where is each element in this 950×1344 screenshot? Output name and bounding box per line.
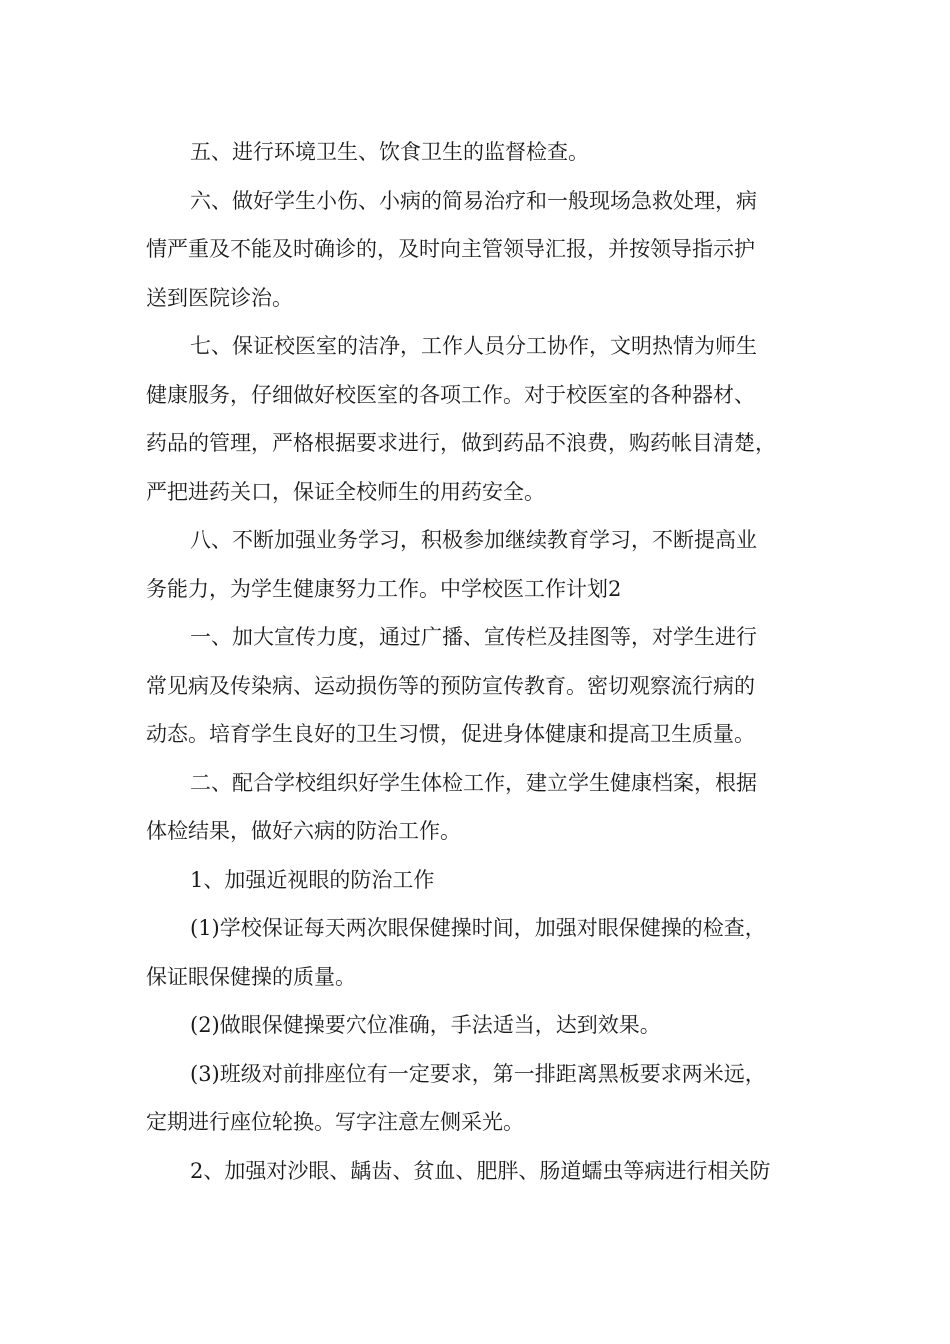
paragraph-7-cont: 健康服务，仔细做好校医室的各项工作。对于校医室的各种器材、: [146, 382, 755, 407]
item-1-cont: 保证眼保健操的质量。: [146, 964, 356, 989]
paragraph-1: 一、加大宣传力度，通过广播、宣传栏及挂图等，对学生进行: [190, 625, 757, 649]
paragraph-8: 八、不断加强业务学习，积极参加继续教育学习，不断提高业: [190, 528, 757, 552]
paragraph-1-cont: 常见病及传染病、运动损伤等的预防宣传教育。密切观察流行病的: [146, 673, 755, 698]
paragraph-2: 二、配合学校组织好学生体检工作，建立学生健康档案，根据: [190, 770, 757, 795]
paragraph-2-cont: 体检结果，做好六病的防治工作。: [146, 819, 461, 843]
paragraph-7: 七、保证校医室的洁净，工作人员分工协作，文明热情为师生: [190, 334, 757, 358]
paragraph-6-cont: 情严重及不能及时确诊的，及时向主管领导汇报，并按领导指示护: [146, 237, 755, 261]
item-1: (1)学校保证每天两次眼保健操时间，加强对眼保健操的检查，: [190, 916, 766, 940]
paragraph-1-cont: 动态。培育学生良好的卫生习惯，促进身体健康和提高卫生质量。: [146, 722, 755, 746]
document-body: [146, 128, 826, 1195]
paragraph-7-cont: 药品的管理，严格根据要求进行，做到药品不浪费，购药帐目清楚，: [146, 431, 776, 455]
item-2: (2)做眼保健操要穴位准确，手法适当，达到效果。: [190, 1013, 661, 1037]
paragraph-7-cont: 严把进药关口，保证全校师生的用药安全。: [146, 479, 545, 504]
item-3-cont: 定期进行座位轮换。写字注意左侧采光。: [146, 1110, 524, 1134]
subheading-myopia: 1、加强近视眼的防治工作: [190, 867, 435, 892]
paragraph-6: 六、做好学生小伤、小病的简易治疗和一般现场急救处理，病: [190, 188, 757, 213]
paragraph-5: 五、进行环境卫生、饮食卫生的监督检查。: [190, 140, 589, 164]
subheading-diseases: 2、加强对沙眼、龋齿、贫血、肥胖、肠道蠕虫等病进行相关防: [190, 1158, 771, 1183]
item-3: (3)班级对前排座位有一定要求，第一排距离黑板要求两米远，: [190, 1061, 766, 1086]
paragraph-8-cont: 务能力，为学生健康努力工作。中学校医工作计划2: [146, 576, 622, 601]
paragraph-6-cont: 送到医院诊治。: [146, 285, 293, 310]
